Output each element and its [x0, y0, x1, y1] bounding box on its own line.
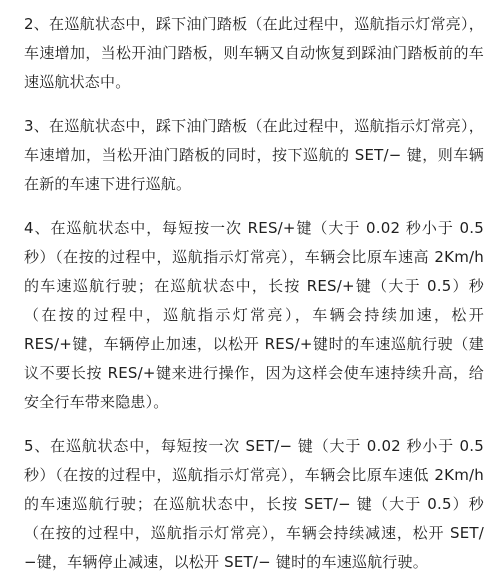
document-body — [24, 10, 484, 577]
paragraph-2: 2、在巡航状态中，踩下油门踏板（在此过程中，巡航指示灯常亮），车速增加，当松开油门踏板，则车辆又自动恢复到踩油门踏板前的车速巡航状态中。 — [24, 15, 484, 91]
paragraph-3: 3、在巡航状态中，踩下油门踏板（在此过程中，巡航指示灯常亮），车速增加，当松开油门踏板的同时，按下巡航的 SET/− 键，则车辆在新的车速下进行巡航。 — [24, 117, 484, 193]
paragraph-4: 4、在巡航状态中，每短按一次 RES/+键（大于 0.02 秒小于 0.5 秒）（在按的过程中，巡航指示灯常亮），车辆会比原车速高 2Km/h 的车速巡航行驶；在巡航状态中，长按 RES/+键（大于 0.5）秒（在按的过程中，巡航指示灯常亮），车辆会持续加速，松开 RES/+键，车辆停止加速，以松开 RES/+键时的车速巡航行驶（建议不要长按 RES/+键来进行操作，因为这样会使车速持续升高，给安全行车带来隐患）。 — [24, 219, 484, 411]
paragraph-5: 5、在巡航状态中，每短按一次 SET/− 键（大于 0.02 秒小于 0.5 秒）（在按的过程中，巡航指示灯常亮），车辆会比原车速低 2Km/h 的车速巡航行驶；在巡航状态中，长按 SET/− 键（大于 0.5）秒（在按的过程中，巡航指示灯常亮），车辆会持续减速，松开 SET/−键，车辆停止减速，以松开 SET/− 键时的车速巡航行驶。 — [24, 437, 484, 571]
